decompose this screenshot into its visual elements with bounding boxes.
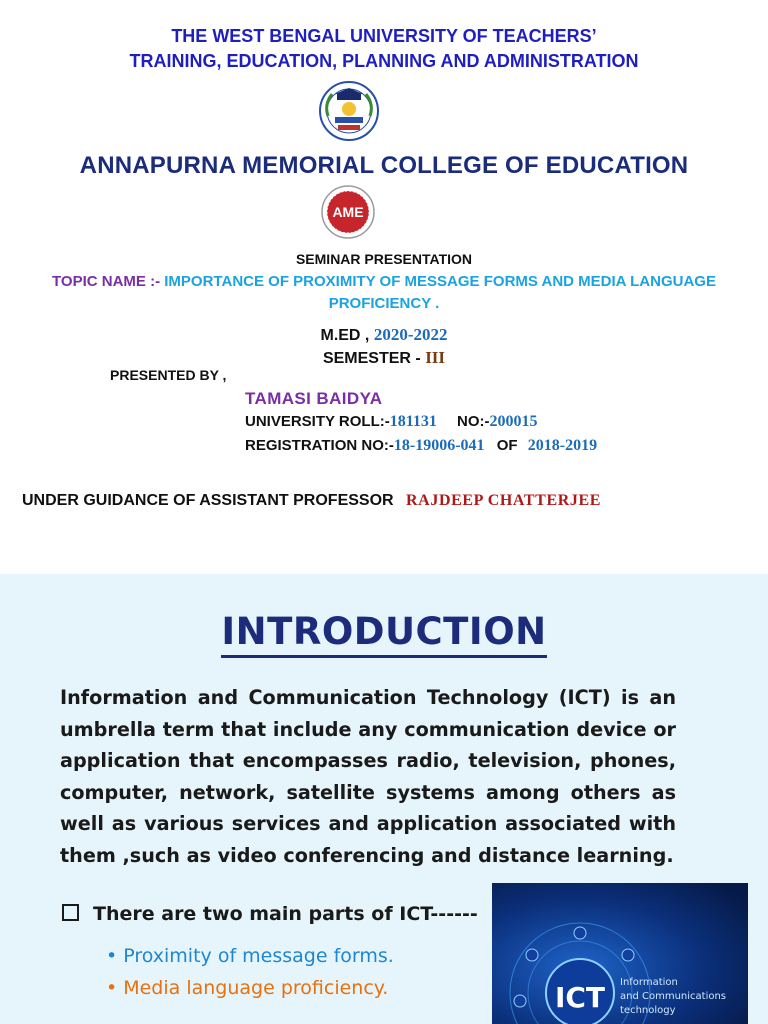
topic-text-line2: PROFICIENCY . (328, 295, 440, 312)
list-item (106, 977, 388, 999)
college-name: ANNAPURNA MEMORIAL COLLEGE OF EDUCATION (79, 152, 689, 179)
course-line (0, 325, 768, 345)
registration-session: 2018-2019 (527, 437, 598, 454)
topic-text-line1: IMPORTANCE OF PROXIMITY OF MESSAGE FORMS AND MEDIA LANGUAGE (164, 273, 716, 290)
ict-image-caption1: Information (620, 977, 678, 988)
no-value: 200015 (489, 413, 538, 430)
ict-image-label: ICT (554, 981, 606, 1014)
semester-value: III (425, 348, 446, 367)
list-item (106, 945, 394, 967)
guidance-label: UNDER GUIDANCE OF ASSISTANT PROFESSOR (22, 492, 394, 509)
university-name-line2: TRAINING, EDUCATION, PLANNING AND ADMINISTRATION (129, 51, 639, 71)
med-label: M.ED , (320, 327, 374, 344)
ict-parts-heading (62, 903, 478, 925)
checkbox-bullet-icon (62, 904, 79, 921)
university-name-line1: THE WEST BENGAL UNIVERSITY OF TEACHERS’ (171, 26, 597, 46)
semester-line (0, 348, 768, 368)
presented-by-label: PRESENTED BY , (110, 367, 227, 383)
presenter-name: TAMASI BAIDYA (245, 389, 383, 408)
roll-label: UNIVERSITY ROLL:- (245, 413, 390, 430)
of-label: OF (496, 437, 518, 454)
registration-line (245, 437, 597, 455)
slide-divider (0, 562, 768, 574)
registration-label: REGISTRATION NO:- (245, 437, 394, 454)
guidance-line (22, 492, 601, 510)
semester-label: SEMESTER - (322, 350, 426, 367)
introduction-slide (0, 574, 768, 1024)
topic-label: TOPIC NAME :- (52, 273, 165, 290)
roll-line (245, 413, 538, 431)
list-item-text: Media language proficiency. (123, 977, 389, 999)
college-logo-icon (320, 184, 376, 240)
roll-value: 181131 (389, 413, 437, 430)
introduction-title: INTRODUCTION (221, 610, 546, 658)
session-value: 2020-2022 (373, 325, 448, 344)
ict-image-caption2: and Communications (620, 991, 727, 1002)
list-item-text: Proximity of message forms. (123, 945, 394, 967)
professor-name: RAJDEEP CHATTERJEE (406, 492, 602, 509)
introduction-paragraph: Information and Communication Technology (ICT) is an umbrella term that include any communication device or application that encompasses radio, television, phones, computer, network, satellite systems among others as well as various services and application associated with them ,such as video conferencing and distance learning. (60, 686, 676, 867)
introduction-title-wrap (0, 610, 768, 653)
registration-value: 18-19006-041 (393, 437, 485, 454)
college-logo-text: AME (332, 204, 364, 220)
ict-illustration-image (492, 883, 748, 1024)
topic-line1 (0, 271, 768, 293)
ict-image-caption3: technology (620, 1005, 676, 1016)
bullet-dot-icon: • (106, 977, 118, 999)
university-seal-icon (318, 80, 380, 142)
bullet-dot-icon: • (106, 945, 118, 967)
no-label: NO:- (457, 413, 490, 430)
seminar-label: SEMINAR PRESENTATION (295, 251, 473, 267)
ict-parts-heading-text: There are two main parts of ICT------ (93, 903, 478, 925)
